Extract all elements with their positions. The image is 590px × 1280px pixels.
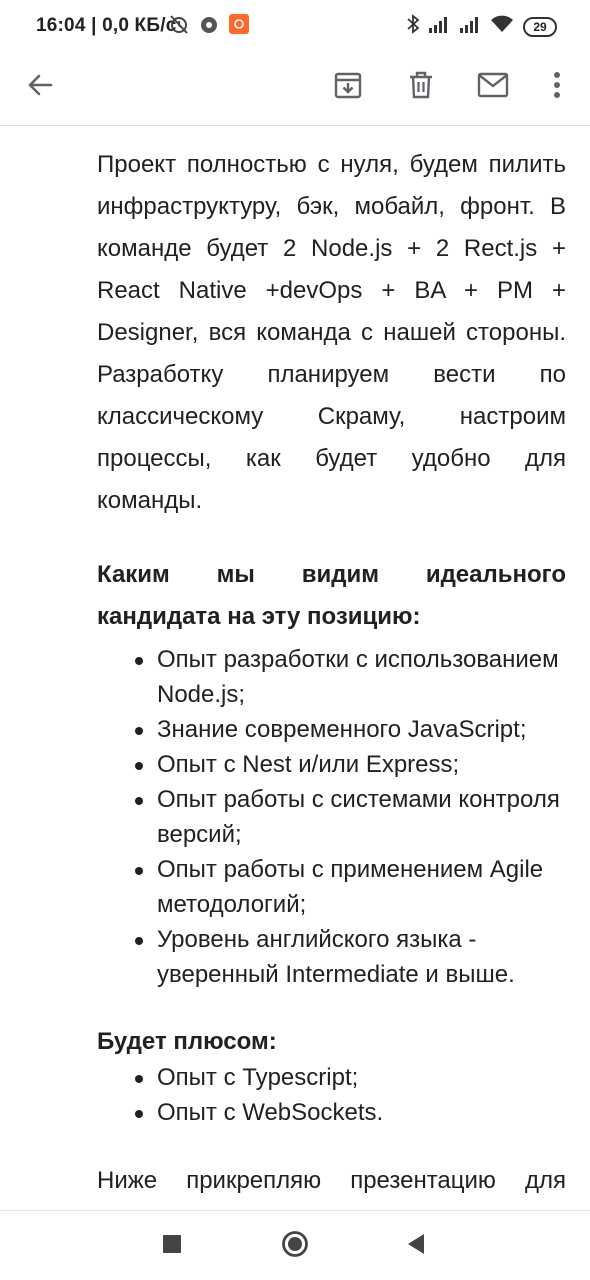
app-badge-icon xyxy=(228,13,250,40)
list-item: Знание современного JavaScript; xyxy=(157,712,566,747)
battery-indicator: 29 xyxy=(523,17,557,37)
status-bar xyxy=(0,0,590,52)
system-back-button[interactable] xyxy=(394,1224,438,1268)
mail-icon xyxy=(477,72,509,103)
signal-icon xyxy=(428,15,450,38)
notification-icon xyxy=(198,13,220,40)
recents-square-icon xyxy=(163,1235,181,1258)
status-time: 16:04 | 0,0 КБ/с xyxy=(36,15,177,36)
app-toolbar xyxy=(0,52,590,126)
plus-list xyxy=(60,1060,566,1130)
delete-button[interactable] xyxy=(397,63,445,111)
back-triangle-icon xyxy=(406,1233,426,1260)
list-item: Опыт работы с системами контроля версий; xyxy=(157,782,566,852)
plus-heading: Будет плюсом: xyxy=(97,1028,277,1055)
archive-button[interactable] xyxy=(324,63,372,111)
more-vert-icon xyxy=(553,71,561,104)
status-icons-right xyxy=(407,14,557,39)
mark-unread-button[interactable] xyxy=(469,63,517,111)
system-nav-bar xyxy=(0,1210,590,1280)
more-options-button[interactable] xyxy=(533,63,581,111)
list-item: Опыт с Nest и/или Express; xyxy=(157,747,566,782)
email-body xyxy=(97,126,566,1210)
home-button[interactable] xyxy=(273,1224,317,1268)
outro-paragraph: Ниже прикрепляю презентацию для xyxy=(97,1167,566,1194)
alarm-off-icon xyxy=(168,13,190,40)
home-circle-icon xyxy=(281,1230,309,1263)
delete-icon xyxy=(407,70,435,105)
list-item: Опыт работы с применением Agile методологий; xyxy=(157,852,566,922)
list-item: Опыт с Typescript; xyxy=(157,1060,566,1095)
back-arrow-icon xyxy=(26,71,54,104)
back-button[interactable] xyxy=(16,63,64,111)
bluetooth-icon xyxy=(407,14,419,39)
intro-paragraph: Проект полностью с нуля, будем пилить инфраструктуру, бэк, мобайл, фронт. В команде будет 2 Node.js + 2 Rect.js + React Native +devOps + BA + PM + Designer, вся команда с нашей стороны. Разработку планируем вести по классическому Скраму, настроим процессы, как будет удобно для команды. xyxy=(97,151,566,514)
requirements-list xyxy=(60,642,566,992)
requirements-heading: Каким мы видим идеального кандидата на эту позицию: xyxy=(97,561,566,630)
recents-button[interactable] xyxy=(150,1224,194,1268)
list-item: Опыт с WebSockets. xyxy=(157,1095,566,1130)
list-item: Опыт разработки с использованием Node.js; xyxy=(157,642,566,712)
wifi-icon xyxy=(490,15,514,38)
list-item: Уровень английского языка - уверенный Intermediate и выше. xyxy=(157,922,566,992)
archive-icon xyxy=(333,70,363,105)
signal-icon xyxy=(459,15,481,38)
status-icons-left xyxy=(168,13,250,40)
